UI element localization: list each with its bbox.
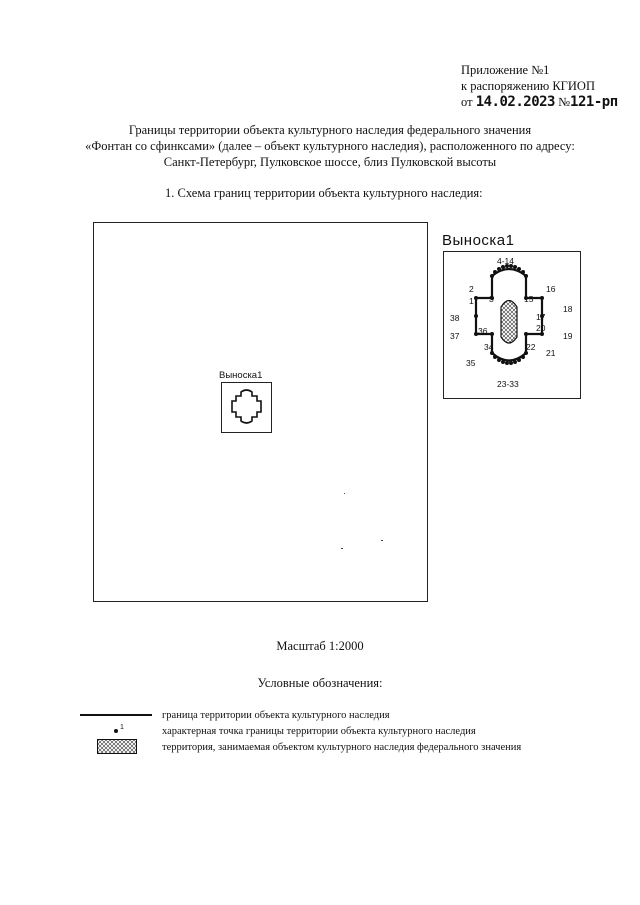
section-heading: 1. Схема границ территории объекта культурного наследия:	[165, 186, 483, 200]
point-label: 35	[466, 358, 476, 368]
legend-hatch-swatch-icon	[97, 739, 137, 754]
small-callout-box	[221, 382, 272, 433]
date-prefix: от	[461, 95, 473, 109]
point-label: 23-33	[497, 379, 519, 389]
point-label: 21	[546, 348, 556, 358]
small-callout-label: Выноска1	[219, 370, 263, 381]
point-label: 18	[563, 304, 573, 314]
point-label: 16	[546, 284, 556, 294]
legend-boundary-line-icon	[80, 714, 152, 716]
document-title	[40, 122, 620, 170]
order-date: 14.02.2023	[475, 94, 555, 110]
title-line-1: Границы территории объекта культурного наследия федерального значения	[128, 123, 532, 137]
title-line-3: Санкт-Петербург, Пулковское шоссе, близ Пулковской высоты	[163, 155, 497, 169]
number-prefix: №	[558, 95, 571, 109]
appendix-title: Приложение №1	[461, 63, 550, 77]
callout-box	[443, 251, 581, 399]
order-number: 121-рп	[570, 94, 618, 110]
map-speck	[341, 548, 343, 549]
point-label: 3	[489, 294, 494, 304]
point-label: 4-14	[497, 256, 515, 266]
point-label: 37	[450, 331, 460, 341]
point-label: 20	[536, 323, 546, 333]
legend-point-dot-icon	[114, 729, 118, 733]
legend-item-point: характерная точка границы территории объекта культурного наследия	[162, 726, 476, 737]
point-label: 15	[524, 294, 534, 304]
appendix-order-ref: к распоряжению КГИОП	[461, 79, 595, 93]
title-line-2: «Фонтан со сфинксами» (далее – объект культурного наследия), расположенного по адресу:	[85, 139, 575, 153]
point-label: 1	[469, 296, 474, 306]
point-label: 34	[484, 342, 494, 352]
point-label: 22	[526, 342, 536, 352]
callout-label: Выноска1	[442, 232, 515, 249]
point-label: 19	[563, 331, 573, 341]
small-boundary-icon	[222, 383, 271, 432]
map-speck	[381, 540, 383, 541]
legend-item-territory: территория, занимаемая объектом культурного наследия федерального значения	[162, 742, 522, 753]
point-label: 2	[469, 284, 474, 294]
point-label: 36	[478, 326, 488, 336]
point-label: 38	[450, 313, 460, 323]
callout-map	[444, 252, 580, 398]
map-speck	[344, 493, 345, 494]
legend-point-label: 1	[120, 724, 124, 731]
legend-title: Условные обозначения:	[257, 676, 383, 690]
map-scale: Масштаб 1:2000	[276, 639, 364, 653]
legend-item-boundary: граница территории объекта культурного наследия	[162, 710, 390, 721]
appendix-header	[461, 62, 618, 110]
point-label: 17	[536, 312, 546, 322]
appendix-date-line	[461, 94, 618, 110]
